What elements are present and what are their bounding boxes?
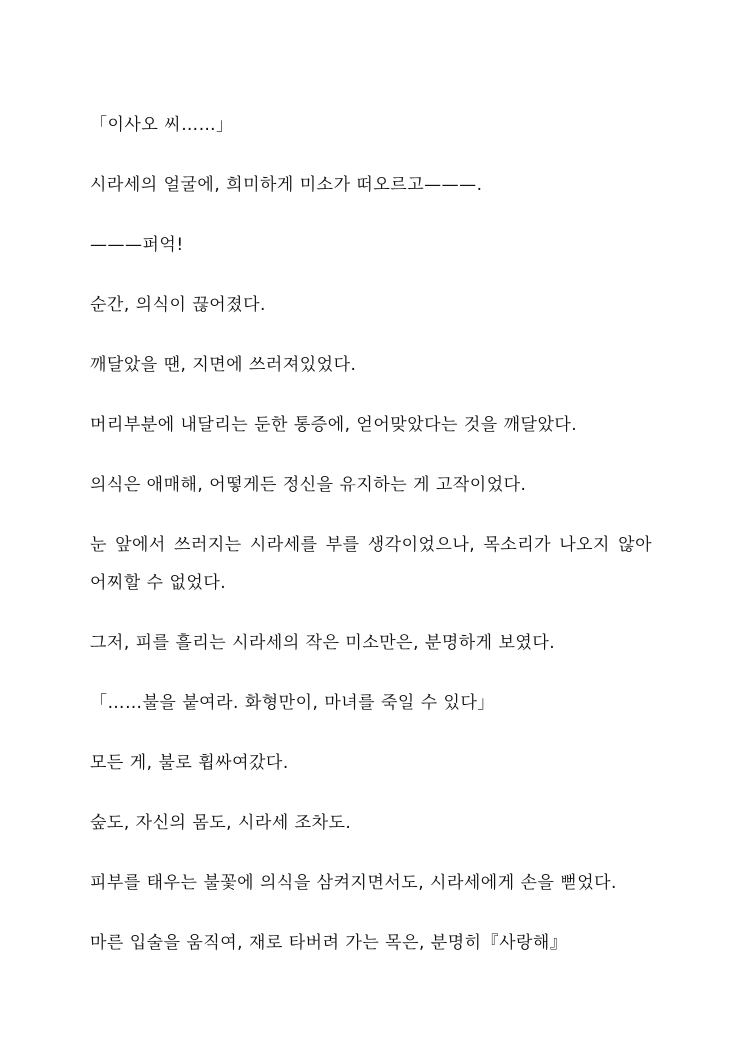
paragraph: 그저, 피를 흘리는 시라세의 작은 미소만은, 분명하게 보였다.: [90, 633, 556, 653]
paragraph: 시라세의 얼굴에, 희미하게 미소가 떠오르고———.: [90, 175, 483, 195]
paragraph: 마른 입술을 움직여, 재로 타버려 가는 목은, 분명히『사랑해』: [90, 933, 568, 953]
paragraph: 의식은 애매해, 어떻게든 정신을 유지하는 게 고작이었다.: [90, 475, 527, 495]
paragraph: 「……불을 붙여라. 화형만이, 마녀를 죽일 수 있다」: [90, 693, 495, 713]
paragraph: 피부를 태우는 불꽃에 의식을 삼켜지면서도, 시라세에게 손을 뻗었다.: [90, 873, 617, 893]
paragraph: 눈 앞에서 쓰러지는 시라세를 부를 생각이었으나, 목소리가 나오지 않아 어찌할 수 없었다.: [90, 535, 652, 593]
paragraph: 순간, 의식이 끊어졌다.: [90, 295, 266, 315]
paragraph: 머리부분에 내달리는 둔한 통증에, 얻어맞았다는 것을 깨달았다.: [90, 415, 578, 435]
paragraph: 깨달았을 땐, 지면에 쓰러져있었다.: [90, 355, 357, 375]
paragraph: 「이사오 씨……」: [90, 115, 234, 135]
paragraph: ———퍼억!: [90, 235, 184, 255]
body-text: [90, 106, 652, 984]
paragraph: 모든 게, 불로 휩싸여갔다.: [90, 753, 289, 773]
paragraph: 숲도, 자신의 몸도, 시라세 조차도.: [90, 813, 352, 833]
